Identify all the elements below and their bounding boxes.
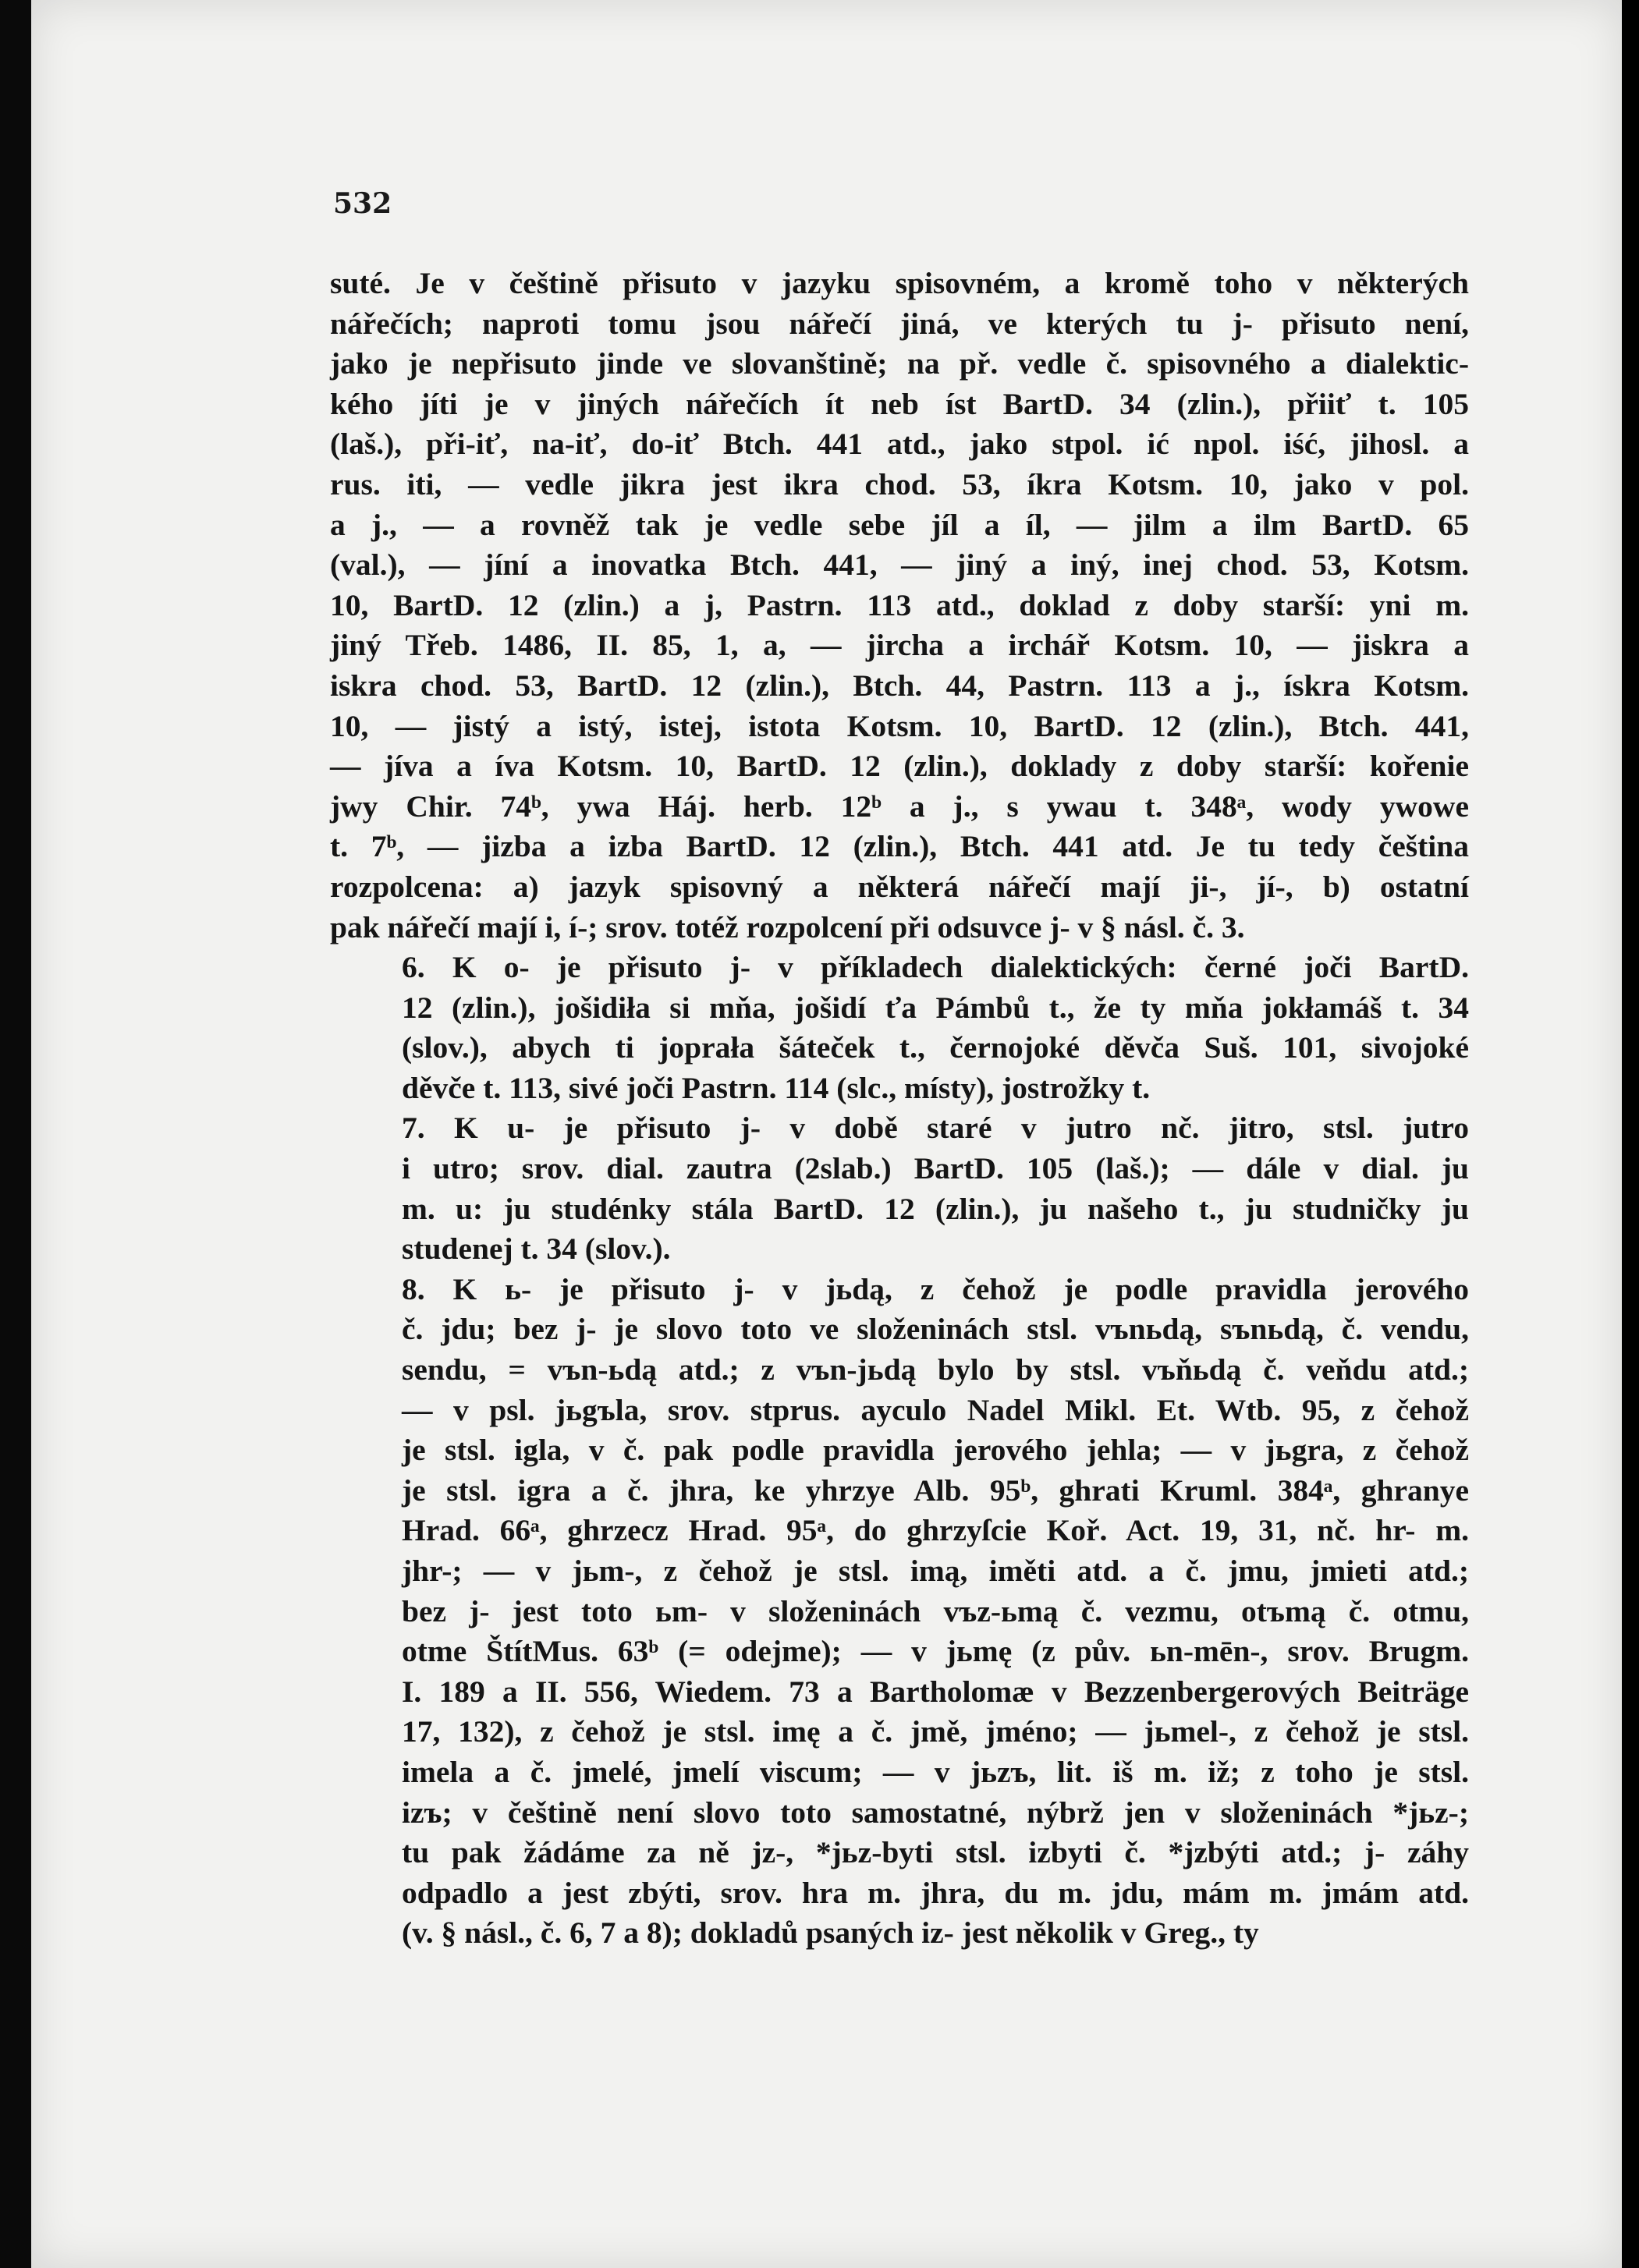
paragraph — [330, 264, 1469, 948]
text-line: sendu, = vъn-ьdą atd.; z vъn-jьdą bylo by stsl. vъňьdą č. veňdu atd.; — [402, 1352, 1469, 1387]
text-line: jiný Třeb. 1486, II. 85, 1, a, — jircha a irchář Kotsm. 10, — jiskra a — [330, 628, 1469, 663]
text-line: imela a č. jmelé, jmelí viscum; — v jьzъ, lit. iš m. iž; z toho je stsl. — [402, 1754, 1469, 1789]
page-number: 532 — [333, 187, 392, 220]
text-line: — jíva a íva Kotsm. 10, BartD. 12 (zlin.), doklady z doby starší: kořenie — [330, 749, 1469, 784]
text-line: m. u: ju studénky stála BartD. 12 (zlin.), ju našeho t., ju studničky ju — [402, 1191, 1469, 1226]
text-line: (laš.), při-iť, na-iť, do-iť Btch. 441 atd., jako stpol. ić npol. iść, jihosl. a — [330, 427, 1469, 462]
text-line: tu pak žádáme za ně jz-, *jьz-byti stsl. izbyti č. *jzbýti atd.; j- záhy — [402, 1835, 1469, 1870]
text-line: izъ; v češtině není slovo toto samostatné, nýbrž jen v složeninách *jьz-; — [402, 1795, 1469, 1830]
text-line: pak nářečí mají i, í-; srov. totéž rozpolcení při odsuvce j- v § násl. č. 3. — [330, 909, 1245, 944]
text-line: 7. K u- je přisuto j- v době staré v jutro nč. jitro, stsl. jutro — [402, 1111, 1469, 1146]
text-line: 10, — jistý a istý, istej, istota Kotsm. 10, BartD. 12 (zlin.), Btch. 441, — [330, 708, 1469, 743]
text-line: č. jdu; bez j- je slovo toto ve složeninách stsl. vъnьdą, sъnьdą, č. vendu, — [402, 1312, 1469, 1347]
text-line: — v psl. jьgъla, srov. stprus. ayculo Nadel Mikl. Et. Wtb. 95, z čehož — [402, 1392, 1469, 1427]
paragraph — [330, 948, 1469, 1108]
text-line: 17, 132), z čehož je stsl. imę a č. jmě, jméno; — jьmel-, z čehož je stsl. — [402, 1714, 1469, 1749]
text-line: suté. Je v češtině přisuto v jazyku spisovném, a kromě toho v některých — [330, 266, 1469, 300]
text-line: nářečích; naproti tomu jsou nářečí jiná, ve kterých tu j- přisuto není, — [330, 306, 1469, 341]
text-line: jako je nepřisuto jinde ve slovanštině; na př. vedle č. spisovného a dialektic- — [330, 346, 1469, 381]
scan-left-edge — [0, 0, 31, 2268]
text-line: 8. K ь- je přisuto j- v jьdą, z čehož je podle pravidla jerového — [402, 1271, 1469, 1306]
text-line: jhr-; — v jьm-, z čehož je stsl. imą, iměti atd. a č. jmu, jmieti atd.; — [402, 1554, 1469, 1588]
paragraph — [330, 1108, 1469, 1269]
text-line: rozpolcena: a) jazyk spisovný a některá nářečí mají ji-, jí-, b) ostatní — [330, 869, 1469, 904]
text-line: otme ŠtítMus. 63ᵇ (= odejme); — v jьmę (z pův. ьn-mēn-, srov. Brugm. — [402, 1634, 1469, 1669]
text-line: (val.), — jíní a inovatka Btch. 441, — jiný a iný, inej chod. 53, Kotsm. — [330, 548, 1469, 583]
text-line: a j., — a rovněž tak je vedle sebe jíl a íl, — jilm a ilm BartD. 65 — [330, 507, 1469, 542]
text-line: bez j- jest toto ьm- v složeninách vъz-ьmą č. vezmu, otъmą č. otmu, — [402, 1593, 1469, 1628]
text-line: (v. § násl., č. 6, 7 a 8); dokladů psaných iz- jest několik v Greg., ty — [402, 1915, 1259, 1951]
text-line: je stsl. igra a č. jhra, ke yhrzye Alb. 95ᵇ, ghrati Kruml. 384ᵃ, ghranye — [402, 1472, 1469, 1508]
body-text — [330, 264, 1469, 1954]
text-line: kého jíti je v jiných nářečích ít neb íst BartD. 34 (zlin.), přiiť t. 105 — [330, 386, 1469, 421]
text-line: 12 (zlin.), jošidiła si mňa, jošidí ťa Pámbů t., že ty mňa jokłamáš t. 34 — [402, 990, 1469, 1025]
text-line: i utro; srov. dial. zautra (2slab.) BartD. 105 (laš.); — dále v dial. ju — [402, 1151, 1469, 1186]
text-line: jwy Chir. 74ᵇ, ywa Háj. herb. 12ᵇ a j., s ywau t. 348ᵃ, wody ywowe — [330, 788, 1469, 824]
text-line: 10, BartD. 12 (zlin.) a j, Pastrn. 113 atd., doklad z doby starší: yni m. — [330, 587, 1469, 622]
text-line: I. 189 a II. 556, Wiedem. 73 a Bartholomæ v Bezzenbergerových Beiträge — [402, 1674, 1469, 1709]
scan-right-edge — [1622, 0, 1639, 2268]
text-line: děvče t. 113, sivé joči Pastrn. 114 (slc., místy), jostrožky t. — [402, 1070, 1151, 1105]
text-line: (slov.), abych ti joprała šáteček t., černojoké děvča Suš. 101, sivojoké — [402, 1030, 1469, 1065]
text-line: odpadlo a jest zbýti, srov. hra m. jhra, du m. jdu, mám m. jmám atd. — [402, 1875, 1469, 1910]
text-line: Hrad. 66ᵃ, ghrzecz Hrad. 95ᵃ, do ghrzyſcie Koř. Act. 19, 31, nč. hr- m. — [402, 1513, 1469, 1548]
text-line: je stsl. igla, v č. pak podle pravidla jerového jehla; — v jьgra, z čehož — [402, 1433, 1469, 1468]
text-line: t. 7ᵇ, — jizba a izba BartD. 12 (zlin.), Btch. 441 atd. Je tu tedy čeština — [330, 829, 1469, 864]
text-line: iskra chod. 53, BartD. 12 (zlin.), Btch. 44, Pastrn. 113 a j., ískra Kotsm. — [330, 668, 1469, 703]
text-line: rus. iti, — vedle jikra jest ikra chod. 53, íkra Kotsm. 10, jako v pol. — [330, 466, 1469, 501]
book-page — [31, 0, 1623, 2268]
text-line: 6. K o- je přisuto j- v příkladech dialektických: černé joči BartD. — [402, 950, 1469, 985]
text-line: studenej t. 34 (slov.). — [402, 1231, 671, 1267]
paragraph — [330, 1270, 1469, 1954]
